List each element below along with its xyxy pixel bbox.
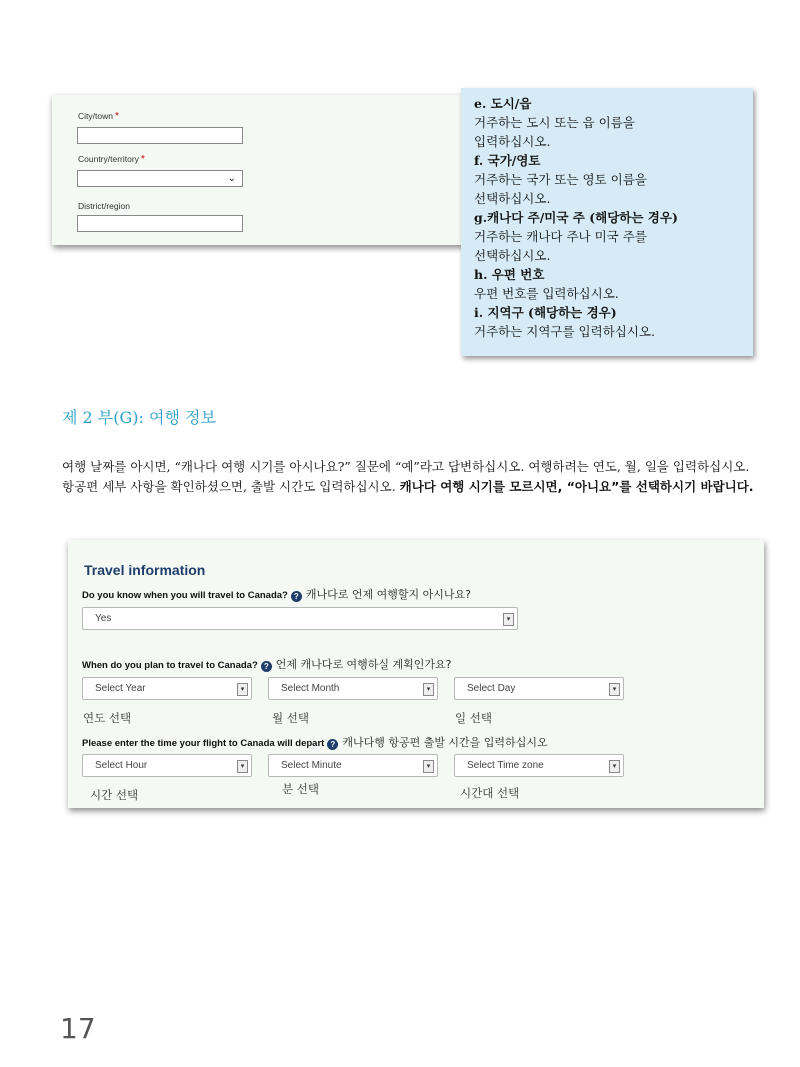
travel-info-screenshot (68, 540, 764, 808)
city-label: City/town * (78, 111, 119, 122)
minute-caption: 분 선택 (282, 782, 319, 796)
travel-info-title: Travel information (84, 562, 206, 578)
callout-line: f. 국가/영토 (474, 153, 541, 168)
country-label: Country/territory * (78, 154, 145, 165)
callout-line: e. 도시/읍 (474, 96, 532, 111)
callout-line: 거주하는 도시 또는 읍 이름을 (474, 115, 635, 130)
callout-line: i. 지역구 (해당하는 경우) (474, 305, 617, 320)
callout-line: 입력하십시오. (474, 134, 551, 149)
callout-line: 거주하는 지역구를 입력하십시오. (474, 324, 655, 339)
help-icon[interactable]: ? (291, 591, 302, 602)
city-input[interactable] (77, 127, 243, 144)
district-label: District/region (78, 201, 130, 211)
country-select[interactable] (77, 170, 243, 187)
district-input[interactable] (77, 215, 243, 232)
bold-note: 캐나다 여행 시기를 모르시면, “아니요”를 선택하시기 바랍니다. (399, 479, 754, 494)
section-title: 제 2 부(G): 여행 정보 (62, 408, 216, 427)
year-select[interactable]: Select Year ▾ (82, 677, 252, 700)
callout-line: 거주하는 국가 또는 영토 이름을 (474, 172, 647, 187)
question-plan-when: When do you plan to travel to Canada? ? 언제 캐나다로 여행하실 계획인가요? (82, 658, 452, 671)
callout-line: 우편 번호를 입력하십시오. (474, 286, 619, 301)
question-departure-time: Please enter the time your flight to Canada will depart ? 캐나다행 항공편 출발 시간을 입력하십시오 (82, 736, 548, 749)
help-icon[interactable]: ? (261, 661, 272, 672)
dropdown-arrow-icon: ▾ (609, 683, 620, 696)
callout-line: 거주하는 캐나다 주나 미국 주를 (474, 229, 647, 244)
minute-select[interactable]: Select Minute ▾ (268, 754, 438, 777)
day-caption: 일 선택 (455, 711, 492, 725)
question-know-when: Do you know when you will travel to Canada? ? 캐나다로 언제 여행할지 아시나요? (82, 588, 471, 601)
month-caption: 월 선택 (272, 711, 309, 725)
dropdown-arrow-icon: ▾ (609, 760, 620, 773)
dropdown-arrow-icon: ▾ (423, 760, 434, 773)
address-callout (461, 88, 753, 356)
instruction-paragraph: 여행 날짜를 아시면, “캐나다 여행 시기를 아시나요?” 질문에 “예”라고 답변하십시오. 여행하려는 연도, 월, 일을 입력하십시오. 항공편 세부 사항을 확인하셨으면, 출발 시간도 입력하십시오. 캐나다 여행 시기를 모르시면, “아니요”를 선택하시기 바랍니다. (62, 459, 754, 494)
know-when-select[interactable]: Yes ▾ (82, 607, 518, 630)
page-number: 17 (60, 1012, 96, 1045)
callout-line: g.캐나다 주/미국 주 (해당하는 경우) (474, 210, 678, 225)
callout-line: 선택하십시오. (474, 248, 551, 263)
chevron-down-icon: ⌄ (227, 173, 236, 184)
help-icon[interactable]: ? (327, 739, 338, 750)
timezone-caption: 시간대 선택 (460, 786, 520, 800)
month-select[interactable]: Select Month ▾ (268, 677, 438, 700)
hour-select[interactable]: Select Hour ▾ (82, 754, 252, 777)
address-form-screenshot (52, 95, 482, 245)
dropdown-arrow-icon: ▾ (423, 683, 434, 696)
day-select[interactable]: Select Day ▾ (454, 677, 624, 700)
year-caption: 연도 선택 (83, 711, 132, 725)
callout-line: h. 우편 번호 (474, 267, 545, 282)
hour-caption: 시간 선택 (90, 788, 139, 802)
dropdown-arrow-icon: ▾ (503, 613, 514, 626)
timezone-select[interactable]: Select Time zone ▾ (454, 754, 624, 777)
dropdown-arrow-icon: ▾ (237, 683, 248, 696)
dropdown-arrow-icon: ▾ (237, 760, 248, 773)
callout-line: 선택하십시오. (474, 191, 551, 206)
